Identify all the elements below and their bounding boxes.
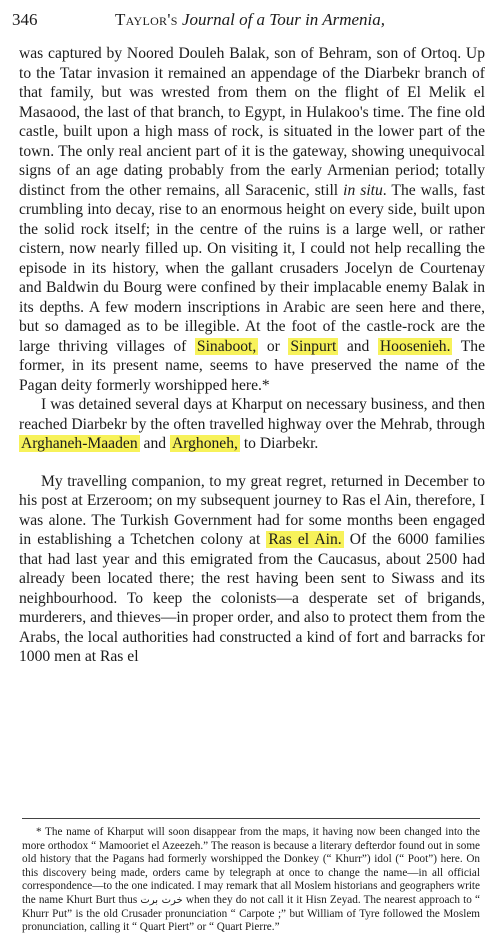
footnote-arabic-name: خرت برت	[140, 894, 183, 906]
paragraph-3-text-b: Of the 6000 families that had last year and this emigrated from the Caucasus, about 2500 had already been located there; the rest having been sent to Siwass and its neighbourhood. To keep the colonists—a desperate set of brigands, murderers, and thieves—in proper order, and also to protect them from the Arabs, the local authorities had constructed a kind of fort and barracks for 1000 men at Ras el	[19, 531, 485, 665]
footnote-text-b: when they do not call it it Hisn Zeyad. The nearest approach to “ Khurr Put” is the old Crusader pronunciation “ Carpote ;” but William of Tyre followed the Moslem pronunciation, calling it “ Quart Piert” or “ Quart Pierre.”	[22, 893, 480, 934]
highlight-sinpurt: Sinpurt	[290, 337, 337, 355]
highlight-sinaboot: Sinaboot,	[196, 337, 257, 355]
paragraph-2-and: and	[139, 435, 170, 452]
running-title-author: Taylor's	[114, 10, 178, 29]
footnote-paragraph	[22, 826, 480, 935]
paragraph-1	[19, 44, 485, 395]
running-title-text: Journal of a Tour in Armenia,	[181, 10, 386, 29]
running-title	[12, 10, 488, 30]
paragraph-1-text-c: The former, in its present name, seems to have preserved the name of the Pagan deity formerly worshipped here.*	[19, 337, 485, 394]
highlight-arghoneh: Arghoneh,	[171, 435, 238, 452]
paragraph-1-text-a: was captured by Noored Douleh Balak, son of Behram, son of Ortoq. Up to the Tatar invasion it remained an appendage of the Diarbekr branch of that family, but was wrested from them on the flight of El Melik el Masaood, the last of that branch, to Egypt, in Hulakoo's time. The fine old castle, built upon a high mass of rock, is situated in the lower part of the town. The only real ancient part of it is the gateway, showing unequivocal signs of an age dating probably from the early Armenian period; totally distinct from the other remains, all Saracenic, still	[19, 45, 485, 199]
footnote-text-a: * The name of Kharput will soon disappear from the maps, it having now been changed into the more orthodox “ Mamooriet el Azeezeh.” The reason is because a literary defterdor found out in some old history that the Pagans had formerly worshipped the Donkey (“ Khurr”) idol (“ Poot”) here. On this discovery being made, orders came by telegraph at once to change the name—in all official correspondence—to the one indicated. I may remark that all Moslem historians and geographers write the name Khurt Burt thus	[22, 826, 480, 906]
page-number: 346	[12, 10, 38, 29]
in-situ-italic: in situ	[343, 181, 383, 199]
footnote-divider	[22, 818, 480, 819]
paragraph-3	[19, 472, 485, 667]
page-header	[12, 10, 488, 34]
main-text	[19, 44, 485, 667]
footnote	[22, 826, 480, 935]
highlight-arghaneh-maaden: Arghaneh-Maaden	[21, 435, 138, 452]
paragraph-2	[19, 395, 485, 454]
highlight-hoosenieh: Hoosenieh.	[379, 337, 451, 355]
paragraph-2-text-b: to Diarbekr.	[239, 435, 319, 452]
highlight-ras-el-ain: Ras el Ain.	[268, 531, 342, 548]
paragraph-1-and: and	[338, 337, 378, 355]
paragraph-1-or: or	[258, 337, 289, 355]
paragraph-1-text-b: . The walls, fast crumbling into decay, rise to an enormous height on every side, built upon the solid rock itself; in the centre of the ruins is a large well, or rather cistern, now nearly filled up. On visiting it, I could not help recalling the episode in its history, when the gallant crusaders Jocelyn de Courtenay and Baldwin du Bourg were confined by their implacable enemy Balak in its depths. A few modern inscriptions in Arabic are seen here and there, but so damaged as to be illegible. At the foot of the castle-rock are the large thriving villages of	[19, 181, 486, 355]
paragraph-3-text-a: My travelling companion, to my great regret, returned in December to his post at Erzeroom; on my subsequent journey to Ras el Ain, therefore, I was alone. The Turkish Government had for some months been engaged in establishing a Tchetchen colony at	[19, 472, 485, 548]
paragraph-2-text-a: I was detained several days at Kharput on necessary business, and then reached Diarbekr by the often travelled highway over the Mehrab, through	[19, 396, 485, 433]
